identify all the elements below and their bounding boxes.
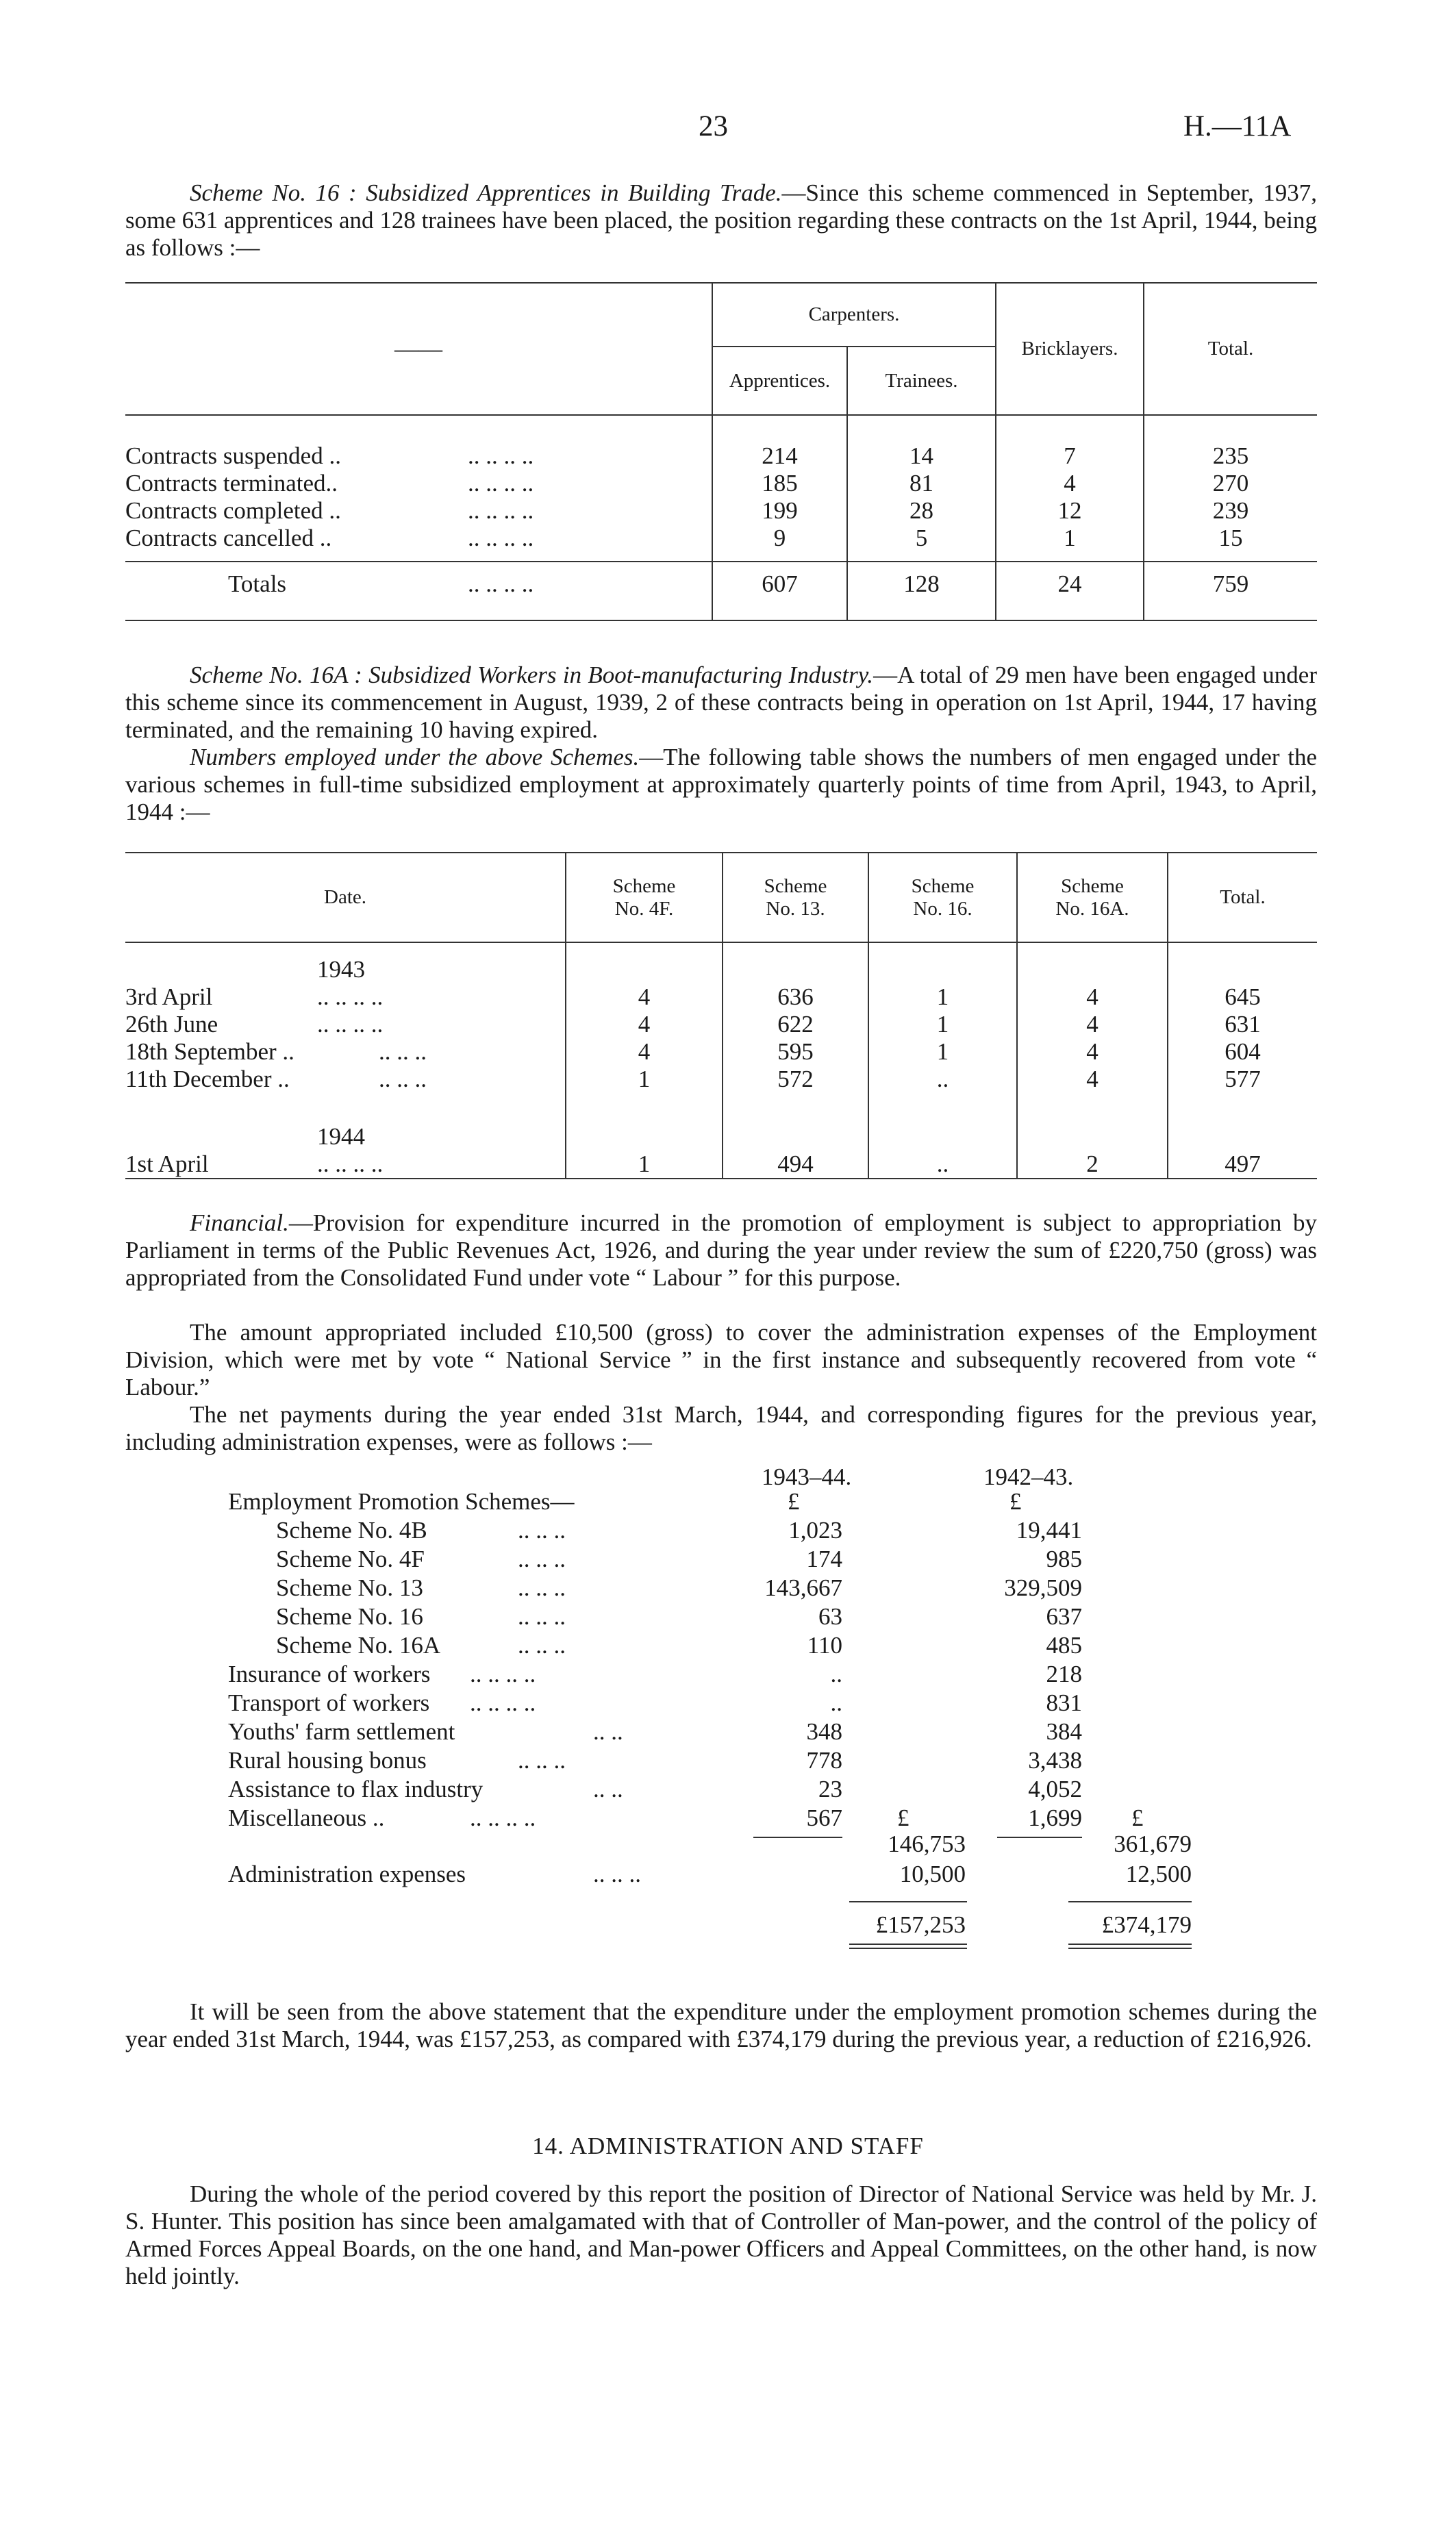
cell-4f: 1 [566, 1066, 723, 1093]
leader-dots: .. .. .. .. [468, 525, 534, 551]
total-total: 759 [1144, 562, 1317, 605]
fin-row-label: Insurance of workers [228, 1661, 431, 1687]
cell-trainees: 28 [847, 497, 996, 525]
cell-4f: 4 [566, 983, 723, 1011]
row-label: Contracts suspended .. [125, 442, 341, 469]
leader-dots: .. .. .. .. [317, 1150, 384, 1177]
fin-value-1943-44: 63 [818, 1603, 842, 1630]
cell-apprentices: 185 [712, 470, 847, 497]
table2-row [125, 1011, 1317, 1038]
cell-16: 1 [868, 983, 1017, 1011]
leader-dots: .. .. .. .. [468, 442, 534, 469]
cell-apprentices: 214 [712, 442, 847, 470]
fin-value-1943-44: 567 [806, 1805, 842, 1831]
fin-value-1942-43: 831 [1046, 1689, 1082, 1716]
row-label: Contracts completed .. [125, 497, 341, 524]
fin-value-1942-43: 4,052 [1028, 1776, 1082, 1802]
leader-dots: .. .. .. [518, 1517, 566, 1544]
leader-dots: .. .. .. .. [468, 497, 534, 524]
table1-trainees-header: Trainees. [847, 347, 996, 415]
year-1943-44-header: 1943–44. [762, 1463, 852, 1490]
fin-value-1942-43: 1,699 [1028, 1805, 1082, 1831]
fin-row-label: Youths' farm settlement [228, 1718, 455, 1745]
table2-13-header [723, 853, 868, 942]
total-double-rule-1 [849, 1944, 967, 1949]
table2-row [125, 1066, 1317, 1093]
leader-dots: .. .. .. [593, 1861, 641, 1887]
fin-value-1943-44: 778 [806, 1747, 842, 1774]
currency-1942-43: £ [1009, 1488, 1022, 1515]
date-label: 3rd April [125, 983, 213, 1010]
year-1943: 1943 [317, 956, 365, 983]
cell-total: 631 [1168, 1011, 1317, 1038]
subtotal-1942-43: 361,679 [1114, 1831, 1192, 1857]
financial-paragraph-1 [125, 1209, 1317, 1292]
table1-row [125, 497, 1317, 525]
section14-heading: 14. ADMINISTRATION AND STAFF [532, 2133, 924, 2159]
subtotal-rule-1 [753, 1837, 842, 1838]
fin-value-1943-44: .. [830, 1689, 842, 1716]
table1-total-header: Total. [1144, 284, 1317, 415]
admin-1943-44: 10,500 [899, 1861, 966, 1887]
leader-dots: .. .. .. .. [468, 470, 534, 496]
leader-dots: .. .. .. .. [470, 1689, 536, 1716]
financial-text-1: —Provision for expenditure incurred in the promotion of employment is subject to appropriation by Parliament in terms of the Public Revenues Act, 1926, and during the year under review the sum of £220,750 (gross) was appropriated from the Consolidated Fund under vote “ Labour ” for this purpose. [125, 1209, 1317, 1291]
cell-trainees: 14 [847, 442, 996, 470]
leader-dots: .. .. .. [518, 1632, 566, 1659]
cell-13: 494 [723, 1150, 868, 1179]
leader-dots: .. .. .. [518, 1574, 566, 1601]
table2-date-header: Date. [125, 853, 566, 942]
table1-stub-header: —— [125, 284, 712, 415]
total-double-rule-2 [1068, 1944, 1192, 1949]
fin-value-1942-43: 985 [1046, 1546, 1082, 1572]
fin-row-label: Scheme No. 4B [276, 1517, 427, 1544]
table1-row [125, 442, 1317, 470]
fin-value-1942-43: 218 [1046, 1661, 1082, 1687]
table1-apprentices-header: Apprentices. [712, 347, 847, 415]
fin-value-1943-44: 348 [806, 1718, 842, 1745]
fin-value-1942-43: 3,438 [1028, 1747, 1082, 1774]
date-label: 18th September .. [125, 1038, 294, 1065]
cell-16a: 4 [1017, 983, 1168, 1011]
cell-total: 235 [1144, 442, 1317, 470]
total-trainees: 128 [847, 562, 996, 605]
fin-value-1943-44: 110 [807, 1632, 842, 1659]
table1-bricklayers-header: Bricklayers. [996, 284, 1144, 415]
cell-13: 572 [723, 1066, 868, 1093]
leader-dots: .. .. .. .. [317, 983, 384, 1010]
cell-16a: 4 [1017, 1038, 1168, 1066]
cell-16a: 4 [1017, 1011, 1168, 1038]
cell-16: 1 [868, 1038, 1017, 1066]
cell-16: .. [868, 1150, 1017, 1179]
cell-bricklayers: 4 [996, 470, 1144, 497]
leader-dots: .. .. .. .. [317, 1011, 384, 1038]
cell-16a: 4 [1017, 1066, 1168, 1093]
cell-apprentices: 199 [712, 497, 847, 525]
cell-16a: 2 [1017, 1150, 1168, 1179]
cell-total: 604 [1168, 1038, 1317, 1066]
cell-total: 239 [1144, 497, 1317, 525]
financial-paragraph-3: The net payments during the year ended 31st March, 1944, and corresponding figures for the previous year, including administration expenses, were as follows :— [125, 1401, 1317, 1455]
fin-value-1943-44: 23 [818, 1776, 842, 1802]
cell-13: 636 [723, 983, 868, 1011]
fin-value-1943-44: 174 [806, 1546, 842, 1572]
fin-row-label: Scheme No. 16 [276, 1603, 423, 1630]
totals-label: Totals [228, 570, 287, 597]
cell-4f: 4 [566, 1011, 723, 1038]
cell-total: 497 [1168, 1150, 1317, 1179]
header-line: Scheme [1061, 875, 1124, 897]
leader-dots: .. .. .. .. [470, 1661, 536, 1687]
scheme16a-paragraph [125, 662, 1317, 744]
header-line: No. 13. [766, 897, 825, 920]
section14-paragraph: During the whole of the period covered by this report the position of Director of National Service was held by Mr. J. S. Hunter. This position has since been amalgamated with that of Controller of Man-power, and the control of the policy of Armed Forces Appeal Boards, on the one hand, and Man-power Officers and Appeal Committees, on the other hand, is now held jointly. [125, 2180, 1317, 2289]
table2-total-header: Total. [1168, 853, 1317, 942]
table2-4f-header [566, 853, 723, 942]
numbers-paragraph [125, 744, 1317, 826]
currency-subtotal-1: £ [897, 1805, 909, 1831]
total-bricklayers: 24 [996, 562, 1144, 605]
fin-row-label: Scheme No. 16A [276, 1632, 441, 1659]
fin-row-label: Transport of workers [228, 1689, 430, 1716]
table1-row [125, 470, 1317, 497]
scheme16-title: Scheme No. 16 : Subsidized Apprentices in Building Trade. [190, 179, 782, 206]
table2-row [125, 983, 1317, 1011]
leader-dots: .. .. .. .. [468, 570, 534, 597]
scheme16-paragraph [125, 179, 1317, 262]
fin-row-label: Miscellaneous .. [228, 1805, 385, 1831]
date-label: 11th December .. [125, 1066, 290, 1092]
leader-dots: .. .. .. [518, 1747, 566, 1774]
total-rule-2 [1068, 1901, 1192, 1902]
fin-value-1942-43: 19,441 [1016, 1517, 1082, 1544]
header-line: No. 16A. [1055, 897, 1129, 920]
financial-title: Financial. [190, 1209, 289, 1236]
header-line: No. 16. [913, 897, 972, 920]
table1-row [125, 525, 1317, 552]
cell-total: 15 [1144, 525, 1317, 552]
leader-dots: .. .. [593, 1776, 623, 1802]
cell-4f: 4 [566, 1038, 723, 1066]
fin-value-1942-43: 384 [1046, 1718, 1082, 1745]
subtotal-1943-44: 146,753 [888, 1831, 966, 1857]
currency-1943-44: £ [788, 1488, 800, 1515]
numbers-text: —The following table shows the numbers of men engaged under the various schemes in full-time subsidized employment at approximately quarterly points of time from April, 1943, to April, 1944 :— [125, 744, 1317, 825]
cell-bricklayers: 7 [996, 442, 1144, 470]
fin-value-1943-44: 1,023 [788, 1517, 842, 1544]
fin-row-label: Scheme No. 13 [276, 1574, 423, 1601]
fin-value-1942-43: 329,509 [1004, 1574, 1082, 1601]
fin-value-1942-43: 637 [1046, 1603, 1082, 1630]
leader-dots: .. .. [593, 1718, 623, 1745]
grand-total-1943-44: £157,253 [875, 1911, 966, 1938]
cell-13: 622 [723, 1011, 868, 1038]
cell-bricklayers: 12 [996, 497, 1144, 525]
table2-16-header [868, 853, 1017, 942]
admin-1942-43: 12,500 [1125, 1861, 1192, 1887]
fin-row-label: Assistance to flax industry [228, 1776, 484, 1802]
cell-total: 645 [1168, 983, 1317, 1011]
cell-apprentices: 9 [712, 525, 847, 552]
header-line: Scheme [612, 875, 676, 897]
page-number: 23 [699, 110, 728, 142]
leader-dots: .. .. .. [518, 1603, 566, 1630]
cell-trainees: 81 [847, 470, 996, 497]
cell-trainees: 5 [847, 525, 996, 552]
header-line: No. 4F. [614, 897, 674, 920]
year-1944: 1944 [317, 1123, 365, 1150]
total-apprentices: 607 [712, 562, 847, 605]
cell-13: 595 [723, 1038, 868, 1066]
table2-16a-header [1017, 853, 1168, 942]
date-label: 26th June [125, 1011, 218, 1038]
header-line: Scheme [764, 875, 827, 897]
fin-row-label: Rural housing bonus [228, 1747, 427, 1774]
grand-total-1942-43: £374,179 [1101, 1911, 1192, 1938]
row-label: Contracts terminated.. [125, 470, 338, 496]
cell-total: 577 [1168, 1066, 1317, 1093]
cell-4f: 1 [566, 1150, 723, 1179]
leader-dots: .. .. .. .. [470, 1805, 536, 1831]
currency-subtotal-2: £ [1131, 1805, 1144, 1831]
total-rule-1 [849, 1901, 967, 1902]
header-line: Scheme [911, 875, 975, 897]
table1-carpenters-header: Carpenters. [712, 284, 996, 347]
scheme16a-title: Scheme No. 16A : Subsidized Workers in Boot-manufacturing Industry. [190, 662, 874, 688]
financial-paragraph-2: The amount appropriated included £10,500 (gross) to cover the administration expenses of the Employment Division, which were met by vote “ National Service ” in the first instance and subsequently recovered from vote “ Labour.” [125, 1319, 1317, 1400]
table1-totals-row [125, 562, 1317, 605]
employment-numbers-table [125, 853, 1317, 1179]
admin-label: Administration expenses [228, 1861, 466, 1887]
fin-value-1942-43: 485 [1046, 1632, 1082, 1659]
scheme16-text: —Since this scheme commenced in September, 1937, some 631 apprentices and 128 trainees have been placed, the position regarding these contracts on the 1st April, 1944, being as follows :— [125, 179, 1317, 261]
leader-dots: .. .. .. [379, 1038, 427, 1065]
year-1942-43-header: 1942–43. [983, 1463, 1074, 1490]
fin-row-label: Scheme No. 4F [276, 1546, 425, 1572]
numbers-title: Numbers employed under the above Schemes. [190, 744, 640, 770]
table2-row [125, 1150, 1317, 1179]
table2-row [125, 1038, 1317, 1066]
conclusion-paragraph: It will be seen from the above statement that the expenditure under the employment promotion schemes during the year ended 31st March, 1944, was £157,253, as compared with £374,179 during the previous year, a reduction of £216,926. [125, 1998, 1317, 2052]
fin-value-1943-44: 143,667 [764, 1574, 842, 1601]
scheme16a-text: —A total of 29 men have been engaged under this scheme since its commencement in August, 1939, 2 of these contracts being in operation on 1st April, 1944, 17 having terminated, and the remaining 10 having expired. [125, 662, 1317, 743]
leader-dots: .. .. .. [518, 1546, 566, 1572]
cell-16: .. [868, 1066, 1017, 1093]
cell-bricklayers: 1 [996, 525, 1144, 552]
row-label: Contracts cancelled .. [125, 525, 332, 551]
document-reference: H.—11A [1183, 110, 1292, 142]
leader-dots: .. .. .. [379, 1066, 427, 1092]
apprentices-table [125, 284, 1317, 621]
fin-value-1943-44: .. [830, 1661, 842, 1687]
date-label: 1st April [125, 1150, 209, 1177]
schemes-heading: Employment Promotion Schemes— [228, 1488, 575, 1515]
cell-total: 270 [1144, 470, 1317, 497]
cell-16: 1 [868, 1011, 1017, 1038]
